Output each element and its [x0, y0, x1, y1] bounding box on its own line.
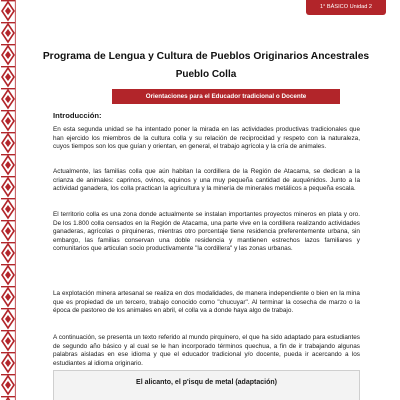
paragraph-colla-territory: El territorio colla es una zona donde actualmente se instalan importantes proyectos mineros en plata y oro. De los 1.800 colla censados en la Región de Atacama, una parte vive en la cordillera realizando actividades ganaderas, agrícolas o pirquineras, mientras otro porcentaje tiene residencia preferentemente urbana, sin embargo, las familias conservan una doble residencia y mantienen estrechos lazos familiares y comunitarios que articulan socio productivamente "la cordillera" y las zonas urbanas. [53, 211, 360, 253]
guidance-banner: Orientaciones para el Educador tradicional o Docente [112, 89, 340, 104]
story-title: El alicanto, el p'isqu de metal (adaptación) [136, 379, 277, 386]
program-title: Programa de Lengua y Cultura de Pueblos Originarios Ancestrales [42, 51, 370, 62]
paragraph-colla-families: Actualmente, las familias colla que aún habitan la cordillera de la Región de Atacama, se dedican a la crianza de animales: caprinos, ovinos, equinos y una muy pequeña cantidad de auquénidos. Junto a la actividad ganadera, los colla practican la agricultura y la minería de minerales metálicos a pequeña escala. [53, 168, 360, 193]
paragraph-productive-activities: En esta segunda unidad se ha intentado poner la mirada en las actividades productivas tradicionales que han ejercido los miembros de la cultura colla y su relación de reciprocidad y respeto con la naturaleza, cuyos tiempos son los que guían y orientan, en general, el trabajo agrícola y la cría de animales. [53, 126, 360, 151]
decorative-border [0, 0, 16, 400]
intro-heading: Introducción: [53, 111, 102, 120]
paragraph-text-introduction: A continuación, se presenta un texto referido al mundo pirquinero, el que ha sido adaptado para estudiantes de segundo año básico y al cual se le han incorporado términos quechua, a fin de ir trabajando algunas palabras aisladas en ese idioma y que el educador tradicional y/o docente, pueda ir acercando a los estudiantes al idioma originario. [53, 334, 360, 367]
story-box [53, 370, 360, 400]
grade-tab: 1° BÁSICO Unidad 2 [306, 0, 386, 15]
paragraph-artisanal-mining: La explotación minera artesanal se realiza en dos modalidades, de manera independiente o bien en la mina que es propiedad de un tercero, trabajo conocido como "chucuyar". Al terminar la cosecha de marzo o la época de pastoreo de los animales en abril, el colla va a donde haya algo de trabajo. [53, 290, 360, 315]
people-title: Pueblo Colla [175, 69, 237, 80]
